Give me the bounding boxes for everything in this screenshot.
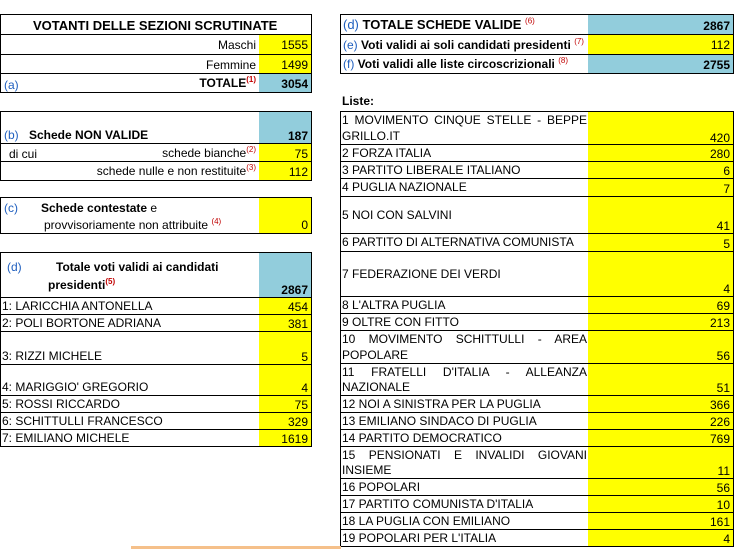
- party-name-text: 3 PARTITO LIBERALE ITALIANO: [342, 163, 521, 177]
- party-name-text: 14 PARTITO DEMOCRATICO: [342, 431, 502, 445]
- liste-label: Liste:: [342, 94, 375, 108]
- party-name: [340, 413, 588, 430]
- f-row: [340, 55, 588, 74]
- candidate-votes: 75: [259, 396, 312, 413]
- party-votes: 41: [588, 197, 734, 234]
- party-name: [340, 396, 588, 413]
- party-votes: 69: [588, 297, 734, 314]
- totale-schede-label: (d) TOTALE SCHEDE VALIDE $^{(6)}$: [343, 16, 535, 32]
- party-name-text: 19 POPOLARI PER L'ITALIA: [342, 531, 497, 545]
- party-name-text: 18 LA PUGLIA CON EMILIANO: [342, 514, 511, 528]
- non-valide-row: [0, 111, 259, 144]
- party-name: [340, 145, 588, 162]
- totale-voti-row: [0, 252, 259, 298]
- party-votes: 51: [588, 364, 734, 396]
- party-name-line1: 15 PENSIONATI E INVALIDI GIOVANI: [342, 448, 587, 462]
- candidate-name: [0, 298, 259, 315]
- candidate-name: [0, 413, 259, 430]
- party-name-text: 2 FORZA ITALIA: [342, 146, 432, 160]
- party-name-line2: POPOLARE: [342, 348, 409, 362]
- totale-schede-value: 2867: [588, 14, 734, 35]
- party-name-text: 16 POPOLARI: [342, 480, 421, 494]
- party-name-line2: GRILLO.IT: [342, 129, 401, 143]
- non-valide-label: Schede NON VALIDE: [29, 128, 149, 142]
- totale-schede-row: [340, 14, 588, 35]
- party-name-text: 6 PARTITO DI ALTERNATIVA COMUNISTA: [342, 235, 574, 249]
- party-votes: 280: [588, 145, 734, 162]
- party-name: [340, 297, 588, 314]
- party-name-text: 7 FEDERAZIONE DEI VERDI: [342, 267, 501, 281]
- party-name-line2: INSIEME: [342, 463, 392, 477]
- party-votes: 161: [588, 513, 734, 530]
- e-value: 112: [588, 35, 734, 55]
- party-votes: 11: [588, 447, 734, 479]
- totale-voti-line2: presidenti$^{(5)}$: [48, 277, 116, 292]
- party-votes: 56: [588, 331, 734, 364]
- party-votes: 769: [588, 430, 734, 447]
- party-name-text: 4 PUGLIA NAZIONALE: [342, 180, 467, 194]
- party-name-line1: 11 FRATELLI D'ITALIA - ALLEANZA: [342, 365, 587, 379]
- candidate-name: [0, 396, 259, 413]
- candidate-name-text: 2: POLI BORTONE ADRIANA: [2, 316, 161, 330]
- bianche-row: [0, 144, 259, 162]
- party-name: [340, 447, 588, 479]
- party-votes: 4: [588, 530, 734, 547]
- party-votes: 420: [588, 111, 734, 145]
- b-letter: (b): [4, 128, 19, 142]
- f-label: (f) Voti validi alle liste circoscrizionali $^{(8)}$: [343, 56, 568, 71]
- f-value: 2755: [588, 55, 734, 74]
- femmine-value: 1499: [259, 55, 312, 74]
- candidate-name: [0, 315, 259, 332]
- party-votes: 7: [588, 179, 734, 197]
- party-votes: 4: [588, 252, 734, 297]
- party-name-line1: 10 MOVIMENTO SCHITTULLI - AREA: [342, 332, 587, 346]
- party-name-text: 5 NOI CON SALVINI: [342, 208, 452, 222]
- candidate-name: [0, 430, 259, 447]
- totale-row: [0, 74, 259, 93]
- totale-value: 3054: [259, 74, 312, 93]
- d-letter: (d): [7, 260, 22, 274]
- party-name: [340, 496, 588, 513]
- candidate-votes: 329: [259, 413, 312, 430]
- party-name: [340, 530, 588, 547]
- candidate-name-text: 3: RIZZI MICHELE: [2, 349, 103, 363]
- party-name-text: 8 L'ALTRA PUGLIA: [342, 298, 446, 312]
- party-votes: 366: [588, 396, 734, 413]
- di-cui-label: di cui: [9, 147, 38, 161]
- party-name: [340, 179, 588, 197]
- party-name: [340, 430, 588, 447]
- e-label: (e) Voti validi ai soli candidati presidenti $^{(7)}$: [343, 37, 584, 52]
- maschi-value: 1555: [259, 35, 312, 55]
- party-votes: 226: [588, 413, 734, 430]
- party-name: [340, 162, 588, 179]
- candidate-votes: 5: [259, 332, 312, 365]
- party-votes: 5: [588, 234, 734, 252]
- party-name-text: 12 NOI A SINISTRA PER LA PUGLIA: [342, 397, 541, 411]
- candidate-name-text: 5: ROSSI RICCARDO: [2, 397, 121, 411]
- contestate-line1: Schede contestate e: [41, 201, 158, 215]
- c-letter: (c): [4, 201, 18, 215]
- party-name: [340, 364, 588, 396]
- party-votes: 10: [588, 496, 734, 513]
- nulle-value: 112: [259, 162, 312, 181]
- candidate-votes: 1619: [259, 430, 312, 447]
- totale-voti-line1: Totale voti validi ai candidati: [56, 260, 219, 274]
- candidate-name-text: 1: LARICCHIA ANTONELLA: [2, 299, 153, 313]
- votanti-header: VOTANTI DELLE SEZIONI SCRUTINATE: [0, 14, 312, 35]
- party-votes: 6: [588, 162, 734, 179]
- candidate-name-text: 7: EMILIANO MICHELE: [2, 431, 130, 445]
- contestate-row: [0, 197, 259, 234]
- party-name: [340, 314, 588, 331]
- party-votes: 213: [588, 314, 734, 331]
- maschi-label: Maschi: [0, 35, 259, 55]
- totale-label: TOTALE$^{(1)}$: [199, 75, 256, 90]
- bianche-label: schede bianche$^{(2)}$: [162, 145, 256, 160]
- party-name: [340, 513, 588, 530]
- a-letter: (a): [4, 78, 19, 92]
- party-name: [340, 111, 588, 145]
- non-valide-value: 187: [259, 111, 312, 144]
- candidate-name: [0, 332, 259, 365]
- totale-voti-value: 2867: [259, 252, 312, 298]
- nulle-row: [0, 162, 259, 181]
- party-name: [340, 479, 588, 496]
- candidate-votes: 4: [259, 365, 312, 396]
- party-name: [340, 252, 588, 297]
- party-name-line2: NAZIONALE: [342, 380, 411, 394]
- contestate-value: 0: [259, 197, 312, 234]
- party-name-line1: 1 MOVIMENTO CINQUE STELLE - BEPPE: [342, 113, 587, 127]
- party-name-text: 9 OLTRE CON FITTO: [342, 315, 459, 329]
- party-name: [340, 234, 588, 252]
- candidate-name: [0, 365, 259, 396]
- e-row: [340, 35, 588, 55]
- candidate-name-text: 6: SCHITTULLI FRANCESCO: [2, 414, 163, 428]
- candidate-votes: 381: [259, 315, 312, 332]
- candidate-votes: 454: [259, 298, 312, 315]
- party-name-text: 17 PARTITO COMUNISTA D'ITALIA: [342, 497, 534, 511]
- femmine-label: Femmine: [0, 55, 259, 74]
- party-name: [340, 331, 588, 364]
- candidate-name-text: 4: MARIGGIO' GREGORIO: [2, 380, 149, 394]
- bianche-value: 75: [259, 144, 312, 162]
- party-name-text: 13 EMILIANO SINDACO DI PUGLIA: [342, 414, 537, 428]
- contestate-line2: provvisoriamente non attribuite $^{(4)}$: [44, 217, 222, 232]
- party-name: [340, 197, 588, 234]
- nulle-label: schede nulle e non restituite$^{(3)}$: [96, 163, 256, 178]
- party-votes: 56: [588, 479, 734, 496]
